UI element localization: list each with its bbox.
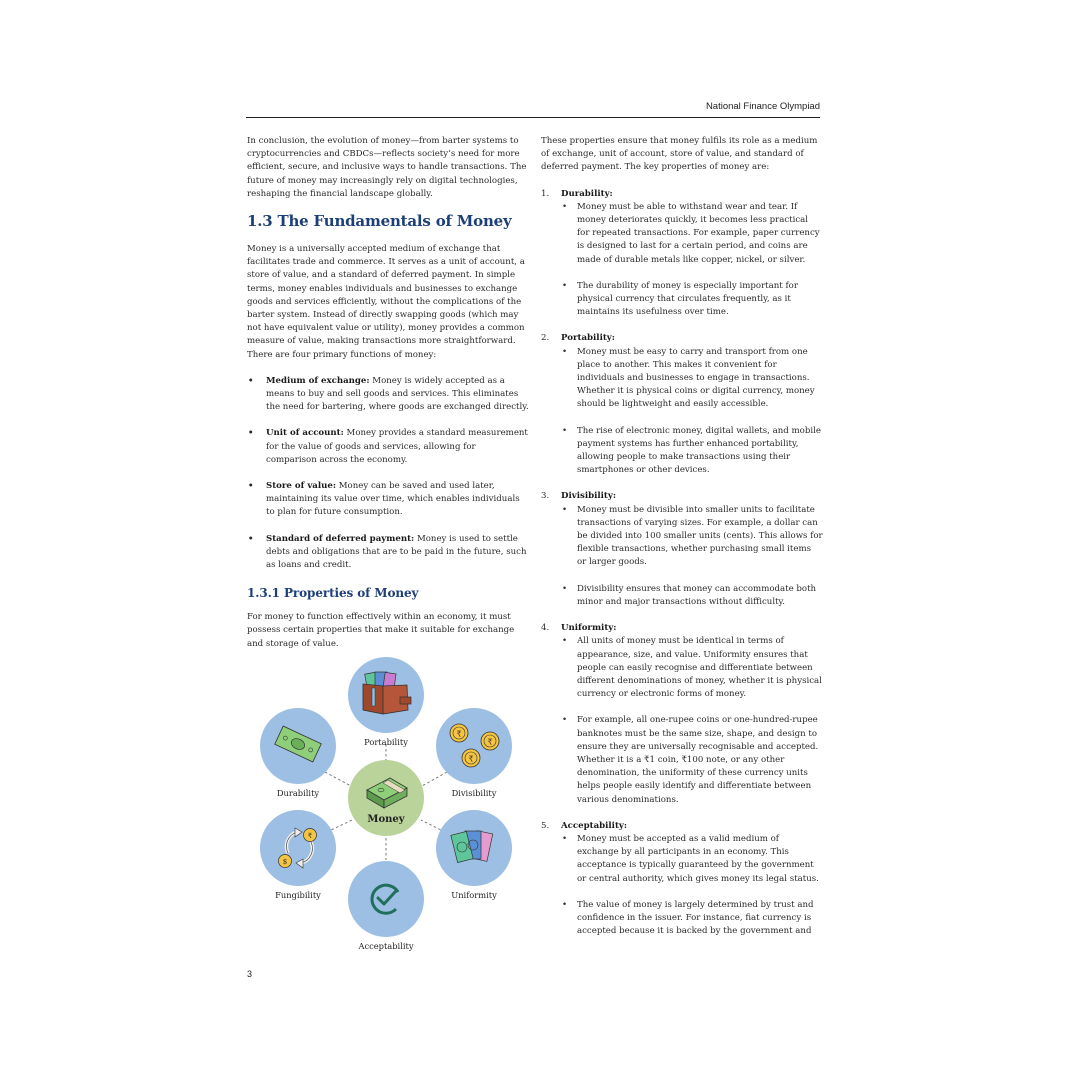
node-portability — [348, 657, 424, 747]
properties-intro: These properties ensure that money fulfils its role as a medium of exchange, unit of account, store of value, and standard of deferred payment. The key properties of money are: — [541, 136, 818, 173]
bullet-icon: • — [562, 425, 568, 436]
center-label: Money — [367, 814, 405, 825]
node-money-center — [348, 760, 424, 836]
node-durability — [260, 708, 336, 798]
function-term: Standard of deferred payment: — [266, 533, 415, 544]
node-divisibility — [436, 708, 512, 798]
node-label: Portability — [364, 737, 408, 747]
functions-list — [247, 375, 529, 572]
property-number: 1. — [541, 188, 550, 199]
page-number: 3 — [247, 969, 253, 979]
property-point: • Money must be easy to carry and transport from one place to another. This makes it convenient for individuals and businesses to engage in transactions. Whether it is physical coins or digital currency, money should be lightweight and easily accessible. — [562, 346, 815, 410]
svg-text:₹: ₹ — [487, 737, 493, 747]
node-uniformity — [436, 810, 512, 900]
bullet-icon: • — [562, 833, 568, 844]
bullet-icon: • — [248, 375, 254, 386]
node-label: Durability — [276, 788, 320, 798]
function-text: Money is used to settle debts and obligations that are to be paid in the future, such as loans and credit. — [266, 533, 527, 571]
connector-line — [325, 772, 351, 786]
function-item — [247, 533, 529, 573]
bullet-icon: • — [562, 346, 568, 357]
function-item — [247, 375, 529, 415]
bullet-icon: • — [248, 481, 254, 492]
svg-text:₹: ₹ — [468, 754, 474, 764]
property-item — [541, 622, 823, 807]
node-label: Uniformity — [451, 890, 497, 900]
property-point: • Divisibility ensures that money can accommodate both minor and major transactions without difficulty. — [562, 583, 817, 607]
right-column — [541, 135, 823, 951]
function-term: Unit of account: — [266, 428, 344, 439]
node-label: Acceptability — [358, 941, 414, 951]
function-item — [247, 480, 529, 520]
function-text: Money is widely accepted as a means to buy and sell goods and services. This eliminates the need for bartering, where goods are exchanged directly. — [266, 375, 529, 413]
property-point: • Money must be divisible into smaller units to facilitate transactions of varying sizes. For example, a dollar can be divided into 100 smaller units (cents). This allows for flexible transactions, whether purchasing small items or larger goods. — [562, 504, 823, 568]
property-number: 3. — [541, 491, 550, 502]
function-text: Money provides a standard measurement for the value of goods and services, allowing for comparison across the economy. — [266, 428, 528, 465]
svg-text:₹: ₹ — [456, 729, 462, 739]
property-point: • For example, all one-rupee coins or one-hundred-rupee banknotes must be the same size, shape, and design to ensure they are universally recognisable and accepted. Whether it is a ₹1 coin, ₹100 note, or any other denomination, the uniformity of these currency units helps people easily identify and differentiate between various denominations. — [562, 715, 819, 805]
function-text: Money can be saved and used later, maintaining its value over time, which enables individuals to plan for future consumption. — [266, 481, 520, 518]
properties-list — [541, 188, 823, 939]
function-term: Medium of exchange: — [266, 375, 370, 386]
running-header: National Finance Olympiad — [705, 101, 820, 112]
property-title: Uniformity: — [561, 623, 617, 634]
node-label: Divisibility — [451, 788, 497, 798]
bullet-icon: • — [562, 280, 568, 291]
node-circle — [260, 810, 336, 886]
bullet-icon: • — [248, 533, 254, 544]
section-heading: 1.3 The Fundamentals of Money — [247, 212, 512, 231]
property-title: Durability: — [561, 188, 613, 199]
bullet-icon: • — [562, 201, 568, 212]
node-acceptability — [348, 861, 424, 951]
banknotes-fan-icon — [451, 831, 493, 863]
property-item — [541, 188, 823, 320]
bullet-icon: • — [562, 899, 568, 910]
node-label: Fungibility — [275, 890, 321, 900]
connector-line — [422, 772, 447, 786]
svg-text:₹: ₹ — [307, 832, 313, 840]
property-item — [541, 490, 823, 609]
bullet-icon: • — [562, 636, 568, 647]
left-column — [247, 135, 529, 651]
property-item — [541, 332, 823, 477]
subsection-paragraph: For money to function effectively within an economy, it must possess certain properties that make it suitable for exchange and storage of value. — [247, 612, 515, 649]
node-fungibility — [260, 810, 336, 900]
property-point: • All units of money must be identical in terms of appearance, size, and value. Uniformity ensures that people can easily recognise and differentiate between different denominations of money, whether it is physical currency or electronic forms of money. — [562, 636, 822, 700]
bullet-icon: • — [562, 504, 568, 515]
property-title: Divisibility: — [561, 491, 617, 502]
bullet-icon: • — [562, 715, 568, 726]
node-circle — [348, 861, 424, 937]
property-number: 2. — [541, 333, 550, 344]
property-point: • The value of money is largely determined by trust and confidence in the issuer. For instance, fiat currency is accepted because it is backed by the government and — [562, 899, 814, 937]
property-point: • Money must be able to withstand wear and tear. If money deteriorates quickly, it becomes less practical for repeated transactions. For example, paper currency is designed to last for a certain period, and coins are made of durable metals like copper, nickel, or silver. — [562, 201, 820, 265]
function-term: Store of value: — [266, 481, 337, 492]
property-number: 5. — [541, 820, 550, 831]
property-point: • The rise of electronic money, digital wallets, and mobile payment systems has further enhanced portability, allowing people to make transactions using their smartphones or other devices. — [562, 425, 821, 476]
function-item — [247, 427, 529, 467]
property-point: • The durability of money is especially important for physical currency that circulates frequently, as it maintains its usefulness over time. — [562, 280, 798, 318]
node-circle — [436, 708, 512, 784]
intro-paragraph: In conclusion, the evolution of money—from barter systems to cryptocurrencies and CBDCs—reflects society’s need for more efficient, secure, and inclusive ways to handle transactions. The future of money may increasingly rely on digital technologies, reshaping the financial landscape globally. — [247, 136, 527, 199]
header-divider — [246, 117, 820, 118]
property-point: • Money must be accepted as a valid medium of exchange by all participants in an economy. This acceptance is typically guaranteed by the government or central authority, which gives money its legal status. — [562, 833, 819, 884]
bullet-icon: • — [562, 583, 568, 594]
property-title: Acceptability: — [561, 820, 628, 831]
bullet-icon: • — [248, 428, 254, 439]
property-item — [541, 820, 823, 939]
subsection-heading: 1.3.1 Properties of Money — [247, 586, 419, 601]
svg-text:$: $ — [282, 858, 288, 866]
section-paragraph: Money is a universally accepted medium of exchange that facilitates trade and commerce. It serves as a unit of account, a store of value, and a standard of deferred payment. In simple terms, money enables individuals and businesses to exchange goods and services efficiently, without the complications of the barter system. Instead of directly swapping goods (which may not have equivalent value or utility), money provides a common measure of value, making transactions more straightforward. There are four primary functions of money: — [247, 244, 525, 360]
property-number: 4. — [541, 623, 550, 634]
properties-diagram — [255, 652, 520, 957]
property-title: Portability: — [561, 333, 615, 344]
